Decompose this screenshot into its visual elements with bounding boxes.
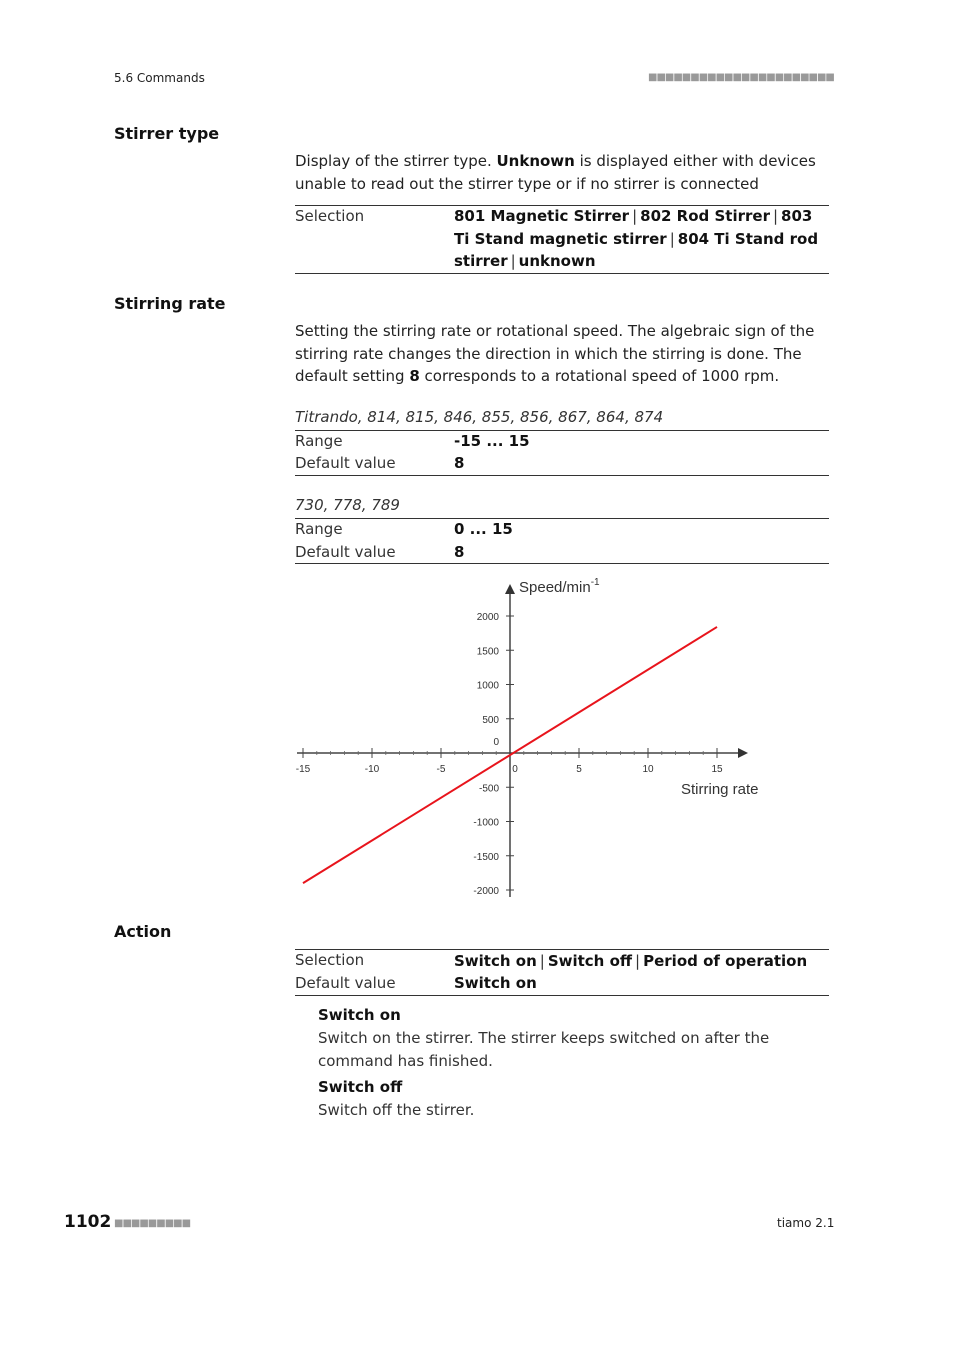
chart-x-axis-arrow	[738, 748, 748, 758]
action-table-bottom-rule	[295, 995, 829, 996]
table2-range-value: 0 ... 15	[454, 520, 513, 538]
chart-y-tick-label: 500	[482, 714, 499, 726]
chart-y-tick-label: -1500	[473, 851, 499, 863]
switch-on-term: Switch on	[318, 1006, 401, 1024]
chart-y-tick-label: -500	[478, 783, 499, 795]
product-name: tiamo 2.1	[777, 1216, 835, 1230]
table1-default-label: Default value	[295, 454, 396, 472]
switch-off-description: Switch off the stirrer.	[318, 1101, 475, 1119]
action-heading: Action	[114, 922, 172, 941]
chart-y-tick-label: 2000	[476, 612, 499, 623]
running-header: 5.6 Commands	[114, 71, 205, 85]
stirrer-type-description: Display of the stirrer type. Unknown is displayed either with devices unable to read out the stirrer type or if no stirrer is connected	[295, 152, 816, 193]
chart-x-tick-label: -15	[295, 764, 311, 775]
stirrer-option: unknown	[518, 252, 596, 270]
switch-on-description: Switch on the stirrer. The stirrer keeps switched on after the command has finished.	[318, 1029, 770, 1070]
stirrer-type-selection-label: Selection	[295, 207, 365, 225]
chart-x-tick-label: -10	[364, 764, 380, 775]
chart-x-tick-label: 0	[512, 764, 518, 775]
action-default-label: Default value	[295, 974, 396, 992]
chart-y-axis-label: Speed/$\min^{-1}$	[519, 577, 600, 596]
chart-y-tick-label: 0	[493, 737, 499, 748]
chart-y-axis-arrow	[505, 584, 515, 594]
chart-x-tick-label: 10	[642, 764, 654, 775]
table1-caption: Titrando, 814, 815, 846, 855, 856, 867, 864, 874	[295, 408, 664, 426]
table2-caption: 730, 778, 789	[295, 496, 400, 514]
chart-x-tick-label: 5	[576, 764, 582, 775]
table2-default-value: 8	[454, 543, 465, 561]
action-default-value: Switch on	[454, 974, 537, 992]
stirrer-type-options: 801 Magnetic Stirrer | 802 Rod Stirrer | 803 Ti Stand magnetic stirrer | 804 Ti Stand rod stirrer | unknown	[454, 207, 819, 270]
stirrer-option: 801 Magnetic Stirrer	[454, 207, 630, 225]
stirrer-option: 803 Ti Stand magnetic stirrer	[454, 207, 813, 248]
action-selection-label: Selection	[295, 951, 365, 969]
chart-y-tick-label: 1500	[476, 646, 499, 658]
chart-y-tick-label: -1000	[473, 817, 499, 829]
stirrer-type-heading: Stirrer type	[114, 124, 220, 143]
action-option: Switch off	[547, 952, 633, 970]
chart-x-axis-label: Stirring rate	[681, 781, 759, 798]
chart-x-tick-label: -5	[436, 764, 446, 775]
chart-x-tick-label: 15	[711, 764, 723, 775]
stirring-rate-description: Setting the stirring rate or rotational speed. The algebraic sign of the stirring rate changes the direction in which the stirring is done. The default setting 8 corresponds to a rotational speed of 1000 rpm.	[295, 322, 815, 385]
stirring-rate-heading: Stirring rate	[114, 294, 226, 313]
table2-range-label: Range	[295, 520, 343, 538]
stirrer-option: 802 Rod Stirrer	[640, 207, 770, 225]
action-option: Period of operation	[643, 952, 808, 970]
switch-off-term: Switch off	[318, 1078, 403, 1096]
page-number: 1102	[64, 1212, 112, 1232]
chart-y-tick-label: 1000	[476, 680, 499, 692]
chart-y-tick-label: -2000	[473, 886, 499, 897]
table1-range-value: -15 ... 15	[454, 432, 530, 450]
header-dots-decoration: ■■■■■■■■■■■■■■■■■■■■■■	[648, 72, 834, 83]
footer-dots-decoration: ■■■■■■■■■	[114, 1218, 191, 1229]
action-option: Switch on	[454, 952, 537, 970]
table2-default-label: Default value	[295, 543, 396, 561]
table1-default-value: 8	[454, 454, 465, 472]
action-options: Switch on | Switch off | Period of operation	[454, 952, 808, 970]
table1-range-label: Range	[295, 432, 343, 450]
stirrer-option: 804 Ti Stand rod stirrer	[454, 229, 819, 270]
